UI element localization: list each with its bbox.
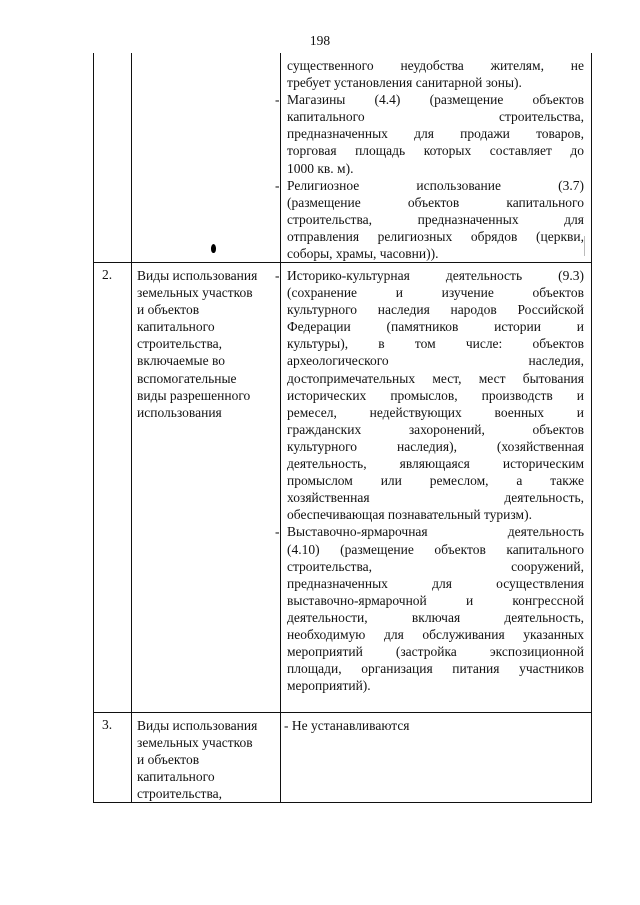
list-item bbox=[275, 177, 584, 262]
text-line: Выставочно-ярмарочная деятельность bbox=[287, 524, 584, 540]
text-line: существенного неудобства жителям, не bbox=[287, 58, 584, 73]
text-line: ремесел, недействующих военных и bbox=[287, 404, 584, 420]
text-line: археологического наследия, bbox=[287, 353, 584, 369]
text-line: Историко-культурная деятельность (9.3) bbox=[287, 268, 584, 283]
text-line: Виды использования bbox=[137, 718, 258, 733]
text-line: предназначенных для осуществления bbox=[287, 575, 584, 591]
list-item bbox=[275, 523, 584, 694]
text-line: строительства, предназначенных для bbox=[287, 211, 584, 227]
text-line: Федерации (памятников истории и bbox=[287, 319, 584, 335]
table-border-left bbox=[93, 53, 94, 803]
text-line: строительства, bbox=[137, 336, 223, 352]
text-line: (сохранение и изучение объектов bbox=[287, 285, 584, 301]
text-line: деятельность, являющаяся историческим bbox=[287, 456, 584, 472]
text-line: капитального bbox=[137, 769, 215, 785]
list-item bbox=[275, 91, 584, 176]
text-line: культуры), в том числе: объектов bbox=[287, 336, 584, 352]
list-dash: - bbox=[275, 177, 280, 193]
text-line: культурного наследия народов Российской bbox=[287, 302, 584, 318]
row-1-content-cell bbox=[275, 57, 584, 262]
text-line: виды разрешенного bbox=[137, 387, 251, 403]
text-line: мероприятий (застройка экспозиционной bbox=[287, 644, 584, 660]
list-dash: - bbox=[275, 92, 280, 108]
text-line: строительства, bbox=[137, 786, 223, 802]
text-line: земельных участков bbox=[137, 735, 253, 751]
text-line: Магазины (4.4) (размещение объектов bbox=[287, 92, 584, 108]
text-line: Религиозное использование (3.7) bbox=[287, 177, 584, 193]
row-number: 3. bbox=[102, 717, 113, 732]
list-item bbox=[287, 57, 584, 91]
table-border-right bbox=[591, 53, 592, 803]
text-line: соборы, храмы, часовни)). bbox=[287, 246, 439, 262]
text-line: (4.10) (размещение объектов капитального bbox=[287, 541, 584, 557]
text-line: и объектов bbox=[137, 752, 200, 768]
text-line: и объектов bbox=[137, 302, 200, 318]
row-number: 2. bbox=[102, 267, 113, 282]
row-divider-1 bbox=[93, 262, 592, 263]
list-item bbox=[275, 267, 584, 523]
text-line: выставочно-ярмарочной и конгрессной bbox=[287, 592, 584, 608]
text-line: промыслом или ремеслом, а также bbox=[287, 473, 584, 489]
text-line: - Не устанавливаются bbox=[284, 718, 410, 733]
text-line: капитального строительства, bbox=[287, 109, 584, 125]
row-3-title-cell bbox=[137, 717, 275, 802]
row-3-content-cell bbox=[284, 717, 581, 734]
text-line: (размещение объектов капитального bbox=[287, 194, 584, 210]
text-line: исторических промыслов, производств и bbox=[287, 387, 584, 403]
row-2-content-cell bbox=[275, 267, 584, 694]
text-line: деятельности, включая деятельность, bbox=[287, 609, 584, 625]
column-divider-1 bbox=[131, 53, 132, 803]
text-line: гражданских захоронений, объектов bbox=[287, 421, 584, 437]
list-dash: - bbox=[275, 268, 280, 283]
text-line: вспомогательные bbox=[137, 370, 237, 386]
text-line: площади, организация питания участников bbox=[287, 661, 584, 677]
text-line: культурного наследия), (хозяйственная bbox=[287, 438, 584, 454]
text-line: использования bbox=[137, 404, 222, 420]
text-line: капитального bbox=[137, 319, 215, 335]
text-line: хозяйственная деятельность, bbox=[287, 490, 584, 506]
text-line: мероприятий). bbox=[287, 678, 371, 694]
text-line: достопримечательных мест, мест бытования bbox=[287, 370, 584, 386]
text-line: строительства, сооружений, bbox=[287, 558, 584, 574]
list-dash: - bbox=[275, 524, 280, 540]
text-line: обеспечивающая познавательный туризм). bbox=[287, 507, 532, 523]
text-line: необходимую для обслуживания указанных bbox=[287, 626, 584, 642]
page-number: 198 bbox=[309, 33, 331, 48]
text-line: Виды использования bbox=[137, 268, 258, 283]
column-divider-2 bbox=[280, 53, 281, 803]
text-line: отправления религиозных обрядов (церкви, bbox=[287, 228, 584, 244]
scan-artifact bbox=[584, 236, 585, 256]
text-line: торговая площадь которых составляет до bbox=[287, 143, 584, 159]
text-line: земельных участков bbox=[137, 285, 253, 301]
ink-blot bbox=[211, 244, 216, 253]
row-2-title-cell bbox=[137, 267, 275, 421]
text-line: включаемые во bbox=[137, 353, 226, 369]
text-line: 1000 кв. м). bbox=[287, 160, 354, 176]
text-line: предназначенных для продажи товаров, bbox=[287, 126, 584, 142]
row-divider-2 bbox=[93, 712, 592, 713]
text-line: требует установления санитарной зоны). bbox=[287, 75, 522, 91]
